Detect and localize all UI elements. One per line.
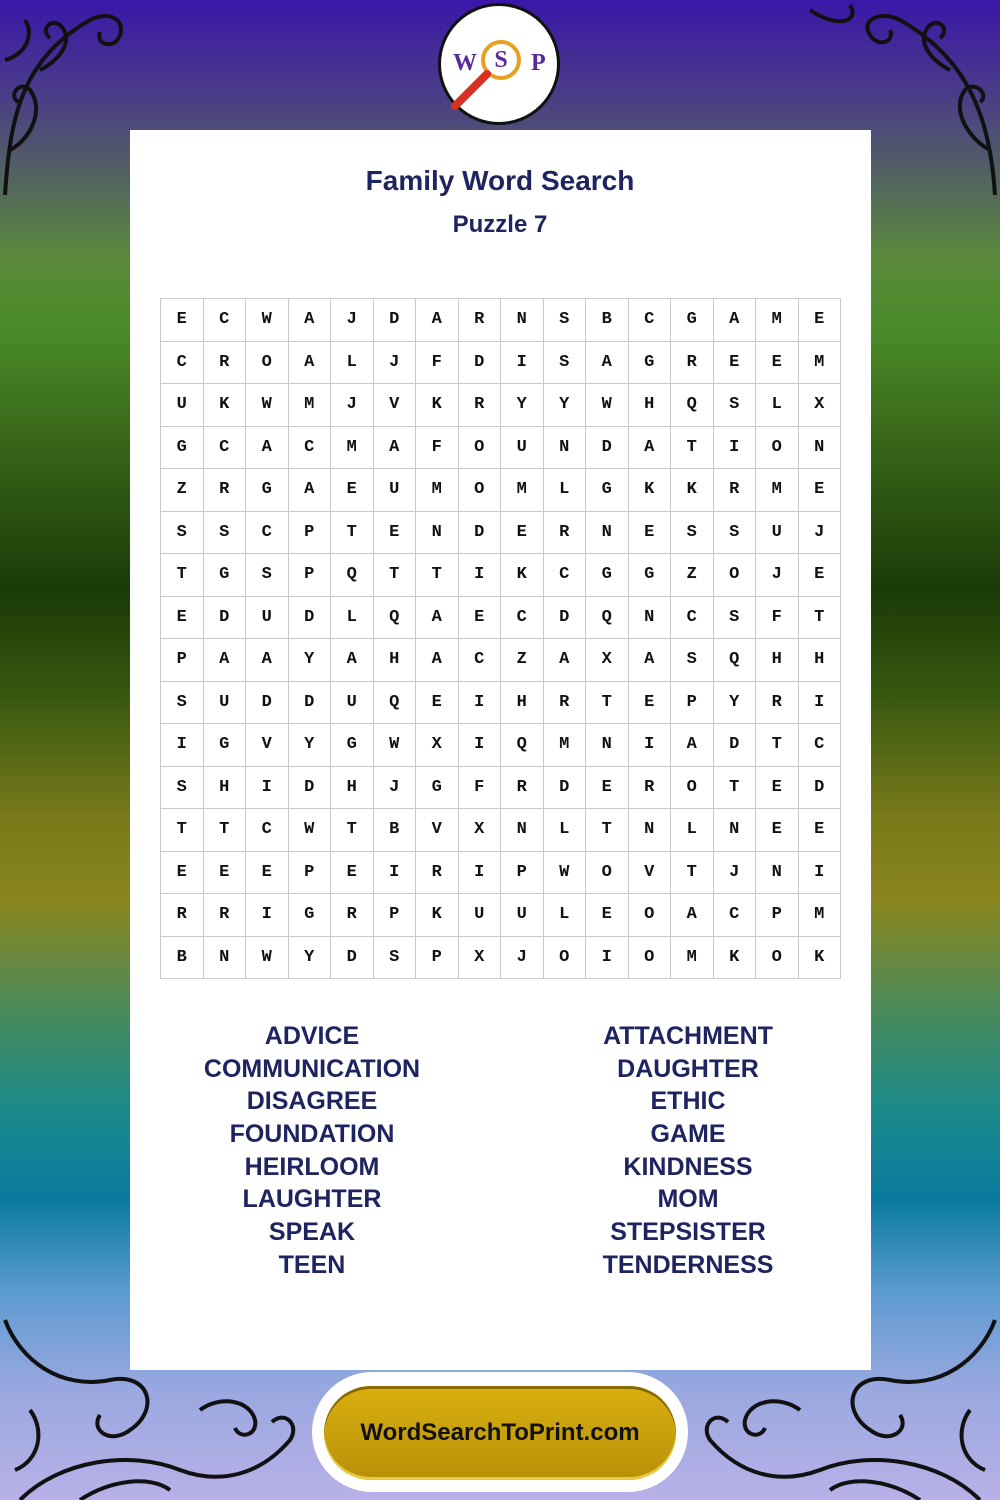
grid-cell: E (501, 512, 544, 555)
grid-cell: G (204, 554, 247, 597)
grid-cell: E (161, 852, 204, 895)
grid-cell: Y (544, 384, 587, 427)
grid-cell: D (204, 597, 247, 640)
grid-cell: I (799, 852, 842, 895)
grid-cell: E (799, 469, 842, 512)
grid-cell: S (714, 597, 757, 640)
grid-cell: E (799, 299, 842, 342)
grid-cell: T (416, 554, 459, 597)
grid-cell: M (756, 469, 799, 512)
grid-cell: E (629, 512, 672, 555)
grid-cell: T (756, 724, 799, 767)
grid-cell: I (714, 427, 757, 470)
grid-cell: L (671, 809, 714, 852)
word-list-item: GAME (650, 1120, 726, 1149)
grid-cell: P (374, 894, 417, 937)
grid-cell: A (629, 427, 672, 470)
grid-cell: M (416, 469, 459, 512)
grid-cell: I (459, 554, 502, 597)
grid-cell: N (586, 724, 629, 767)
grid-cell: N (586, 512, 629, 555)
grid-cell: U (204, 682, 247, 725)
grid-cell: E (714, 342, 757, 385)
grid-cell: E (799, 809, 842, 852)
grid-cell: O (586, 852, 629, 895)
grid-cell: V (246, 724, 289, 767)
grid-cell: E (204, 852, 247, 895)
grid-cell: A (204, 639, 247, 682)
grid-cell: V (629, 852, 672, 895)
grid-cell: D (289, 597, 332, 640)
grid-cell: N (629, 597, 672, 640)
word-list-item: SPEAK (268, 1218, 356, 1247)
grid-cell: R (204, 894, 247, 937)
grid-cell: N (204, 937, 247, 980)
grid-cell: U (756, 512, 799, 555)
grid-cell: E (246, 852, 289, 895)
grid-cell: F (459, 767, 502, 810)
grid-cell: B (374, 809, 417, 852)
grid-cell: I (374, 852, 417, 895)
grid-cell: O (756, 937, 799, 980)
grid-cell: Y (289, 724, 332, 767)
grid-cell: W (246, 299, 289, 342)
grid-cell: S (671, 639, 714, 682)
grid-cell: U (459, 894, 502, 937)
grid-cell: P (671, 682, 714, 725)
grid-cell: I (501, 342, 544, 385)
grid-cell: H (374, 639, 417, 682)
grid-cell: G (586, 469, 629, 512)
grid-cell: N (501, 299, 544, 342)
grid-cell: U (161, 384, 204, 427)
grid-cell: H (756, 639, 799, 682)
grid-cell: I (459, 682, 502, 725)
word-list-item: ATTACHMENT (603, 1022, 773, 1050)
grid-cell: R (544, 682, 587, 725)
grid-cell: J (374, 342, 417, 385)
grid-cell: N (799, 427, 842, 470)
grid-cell: E (161, 299, 204, 342)
grid-cell: P (416, 937, 459, 980)
grid-cell: M (799, 894, 842, 937)
grid-cell: R (204, 469, 247, 512)
grid-cell: A (289, 299, 332, 342)
grid-cell: D (544, 767, 587, 810)
grid-cell: B (586, 299, 629, 342)
grid-cell: D (331, 937, 374, 980)
grid-cell: S (714, 512, 757, 555)
grid-cell: C (629, 299, 672, 342)
grid-cell: E (629, 682, 672, 725)
grid-cell: Q (331, 554, 374, 597)
grid-cell: A (671, 894, 714, 937)
grid-cell: G (416, 767, 459, 810)
grid-cell: O (459, 469, 502, 512)
grid-cell: C (161, 342, 204, 385)
grid-cell: M (544, 724, 587, 767)
grid-cell: Y (501, 384, 544, 427)
grid-cell: T (331, 512, 374, 555)
grid-cell: L (544, 894, 587, 937)
grid-cell: Q (374, 682, 417, 725)
puzzle-number: Puzzle 7 (452, 211, 548, 238)
grid-cell: E (756, 809, 799, 852)
grid-cell: K (416, 384, 459, 427)
grid-cell: P (501, 852, 544, 895)
grid-cell: N (544, 427, 587, 470)
grid-cell: X (586, 639, 629, 682)
grid-cell: O (246, 342, 289, 385)
grid-cell: I (161, 724, 204, 767)
grid-cell: S (246, 554, 289, 597)
grid-cell: J (331, 384, 374, 427)
grid-cell: Q (586, 597, 629, 640)
grid-cell: H (799, 639, 842, 682)
site-link-button[interactable]: WordSearchToPrint.com (324, 1386, 676, 1480)
word-list-item: HEIRLOOM (244, 1152, 380, 1181)
grid-cell: P (289, 554, 332, 597)
grid-cell: M (289, 384, 332, 427)
grid-cell: X (459, 937, 502, 980)
grid-cell: M (331, 427, 374, 470)
grid-cell: A (671, 724, 714, 767)
grid-cell: S (714, 384, 757, 427)
grid-cell: W (544, 852, 587, 895)
grid-cell: H (501, 682, 544, 725)
word-list-item: TENDERNESS (602, 1250, 774, 1279)
grid-cell: L (544, 809, 587, 852)
grid-cell: T (161, 554, 204, 597)
grid-cell: J (374, 767, 417, 810)
grid-cell: T (586, 809, 629, 852)
grid-cell: I (799, 682, 842, 725)
grid-cell: A (629, 639, 672, 682)
grid-cell: R (714, 469, 757, 512)
grid-cell: E (374, 512, 417, 555)
grid-cell: Z (161, 469, 204, 512)
word-list-right (498, 1020, 878, 1282)
grid-cell: C (289, 427, 332, 470)
word-list-item: STEPSISTER (610, 1218, 766, 1247)
grid-cell: O (629, 894, 672, 937)
grid-cell: M (756, 299, 799, 342)
grid-cell: A (246, 639, 289, 682)
grid-cell: K (714, 937, 757, 980)
grid-cell: E (586, 894, 629, 937)
grid-cell: T (799, 597, 842, 640)
grid-cell: G (161, 427, 204, 470)
grid-cell: W (246, 937, 289, 980)
grid-cell: O (459, 427, 502, 470)
word-list-item: FOUNDATION (229, 1120, 395, 1149)
grid-cell: D (289, 682, 332, 725)
grid-cell: D (289, 767, 332, 810)
grid-cell: O (671, 767, 714, 810)
grid-cell: R (671, 342, 714, 385)
grid-cell: L (544, 469, 587, 512)
grid-cell: K (416, 894, 459, 937)
grid-cell: N (416, 512, 459, 555)
grid-cell: G (629, 342, 672, 385)
grid-cell: A (289, 342, 332, 385)
grid-cell: B (161, 937, 204, 980)
grid-cell: A (714, 299, 757, 342)
grid-cell: D (246, 682, 289, 725)
grid-cell: U (246, 597, 289, 640)
grid-cell: E (586, 767, 629, 810)
grid-cell: N (501, 809, 544, 852)
grid-cell: M (671, 937, 714, 980)
grid-cell: H (204, 767, 247, 810)
grid-cell: C (459, 639, 502, 682)
grid-cell: G (289, 894, 332, 937)
grid-cell: S (544, 342, 587, 385)
logo-letter-w: W (453, 50, 477, 76)
grid-cell: E (331, 469, 374, 512)
grid-cell: D (374, 299, 417, 342)
grid-cell: E (416, 682, 459, 725)
grid-cell: E (161, 597, 204, 640)
grid-cell: J (331, 299, 374, 342)
grid-cell: I (459, 852, 502, 895)
grid-cell: Z (671, 554, 714, 597)
grid-cell: R (331, 894, 374, 937)
grid-cell: A (416, 597, 459, 640)
grid-cell: Q (671, 384, 714, 427)
grid-cell: D (714, 724, 757, 767)
grid-cell: A (246, 427, 289, 470)
grid-cell: A (416, 299, 459, 342)
grid-cell: T (714, 767, 757, 810)
grid-cell: H (331, 767, 374, 810)
magnifier-handle-icon (447, 64, 497, 114)
grid-cell: T (161, 809, 204, 852)
grid-cell: O (756, 427, 799, 470)
grid-cell: R (629, 767, 672, 810)
grid-cell: S (161, 767, 204, 810)
grid-cell: Y (714, 682, 757, 725)
grid-cell: K (671, 469, 714, 512)
grid-cell: T (671, 427, 714, 470)
grid-cell: I (246, 767, 289, 810)
grid-cell: G (586, 554, 629, 597)
grid-cell: G (331, 724, 374, 767)
grid-cell: C (204, 299, 247, 342)
grid-cell: D (459, 342, 502, 385)
grid-cell: T (204, 809, 247, 852)
grid-cell: C (246, 512, 289, 555)
grid-cell: J (799, 512, 842, 555)
grid-cell: R (416, 852, 459, 895)
logo-magnifier-letter-s: S (481, 40, 521, 80)
word-list-item: LAUGHTER (242, 1185, 382, 1214)
grid-cell: G (204, 724, 247, 767)
grid-cell: A (331, 639, 374, 682)
grid-cell: Y (289, 937, 332, 980)
word-list-item: ETHIC (650, 1087, 726, 1116)
grid-cell: L (756, 384, 799, 427)
grid-cell: F (416, 427, 459, 470)
grid-cell: E (799, 554, 842, 597)
grid-cell: C (544, 554, 587, 597)
grid-cell: E (756, 342, 799, 385)
grid-cell: S (671, 512, 714, 555)
grid-cell: X (799, 384, 842, 427)
grid-cell: A (416, 639, 459, 682)
word-list-item: MOM (657, 1185, 719, 1214)
word-list-item: TEEN (278, 1250, 346, 1279)
grid-cell: R (161, 894, 204, 937)
letter-grid (160, 298, 841, 979)
grid-cell: I (586, 937, 629, 980)
grid-cell: M (501, 469, 544, 512)
grid-cell: O (629, 937, 672, 980)
word-list-item: ADVICE (264, 1022, 360, 1050)
grid-cell: K (799, 937, 842, 980)
grid-cell: E (331, 852, 374, 895)
grid-cell: T (331, 809, 374, 852)
grid-cell: J (756, 554, 799, 597)
grid-cell: D (799, 767, 842, 810)
page-title: Family Word Search (365, 165, 635, 196)
grid-cell: S (161, 682, 204, 725)
logo-letter-p: P (531, 50, 546, 76)
grid-cell: C (799, 724, 842, 767)
grid-cell: D (459, 512, 502, 555)
grid-cell: H (629, 384, 672, 427)
grid-cell: T (586, 682, 629, 725)
grid-cell: C (501, 597, 544, 640)
grid-cell: V (374, 384, 417, 427)
grid-cell: N (714, 809, 757, 852)
grid-cell: N (756, 852, 799, 895)
grid-cell: X (459, 809, 502, 852)
grid-cell: R (459, 299, 502, 342)
grid-cell: O (714, 554, 757, 597)
grid-cell: Q (714, 639, 757, 682)
grid-cell: U (374, 469, 417, 512)
grid-cell: I (459, 724, 502, 767)
grid-cell: P (161, 639, 204, 682)
grid-cell: A (289, 469, 332, 512)
grid-cell: U (501, 427, 544, 470)
grid-cell: D (544, 597, 587, 640)
grid-cell: S (204, 512, 247, 555)
grid-cell: U (501, 894, 544, 937)
grid-cell: E (459, 597, 502, 640)
grid-cell: C (714, 894, 757, 937)
grid-cell: G (246, 469, 289, 512)
word-list-item: DAUGHTER (617, 1054, 759, 1083)
word-list-item: DISAGREE (246, 1087, 378, 1116)
word-list-item: COMMUNICATION (203, 1054, 421, 1083)
grid-cell: G (629, 554, 672, 597)
grid-cell: S (161, 512, 204, 555)
grid-cell: Q (501, 724, 544, 767)
grid-cell: A (586, 342, 629, 385)
grid-cell: Q (374, 597, 417, 640)
grid-cell: I (246, 894, 289, 937)
grid-cell: K (629, 469, 672, 512)
grid-cell: J (501, 937, 544, 980)
grid-cell: R (544, 512, 587, 555)
grid-cell: W (374, 724, 417, 767)
grid-cell: K (204, 384, 247, 427)
grid-cell: W (246, 384, 289, 427)
grid-cell: W (289, 809, 332, 852)
wsp-logo (438, 3, 560, 125)
grid-cell: X (416, 724, 459, 767)
grid-cell: O (544, 937, 587, 980)
grid-cell: D (586, 427, 629, 470)
grid-cell: N (629, 809, 672, 852)
grid-cell: I (629, 724, 672, 767)
grid-cell: L (331, 342, 374, 385)
grid-cell: C (204, 427, 247, 470)
grid-cell: G (671, 299, 714, 342)
grid-cell: M (799, 342, 842, 385)
grid-cell: J (714, 852, 757, 895)
grid-cell: L (331, 597, 374, 640)
grid-cell: C (671, 597, 714, 640)
grid-cell: S (544, 299, 587, 342)
grid-cell: A (544, 639, 587, 682)
grid-cell: R (459, 384, 502, 427)
grid-cell: Z (501, 639, 544, 682)
word-list-left (122, 1020, 502, 1282)
grid-cell: K (501, 554, 544, 597)
grid-cell: R (756, 682, 799, 725)
grid-cell: Y (289, 639, 332, 682)
grid-cell: F (416, 342, 459, 385)
grid-cell: F (756, 597, 799, 640)
grid-cell: C (246, 809, 289, 852)
grid-cell: S (374, 937, 417, 980)
grid-cell: A (374, 427, 417, 470)
grid-cell: W (586, 384, 629, 427)
grid-cell: U (331, 682, 374, 725)
grid-cell: V (416, 809, 459, 852)
grid-cell: P (289, 512, 332, 555)
grid-cell: R (204, 342, 247, 385)
grid-cell: T (671, 852, 714, 895)
grid-cell: R (501, 767, 544, 810)
grid-cell: P (756, 894, 799, 937)
grid-cell: E (756, 767, 799, 810)
grid-cell: T (374, 554, 417, 597)
grid-cell: P (289, 852, 332, 895)
word-list-item: KINDNESS (623, 1152, 753, 1181)
